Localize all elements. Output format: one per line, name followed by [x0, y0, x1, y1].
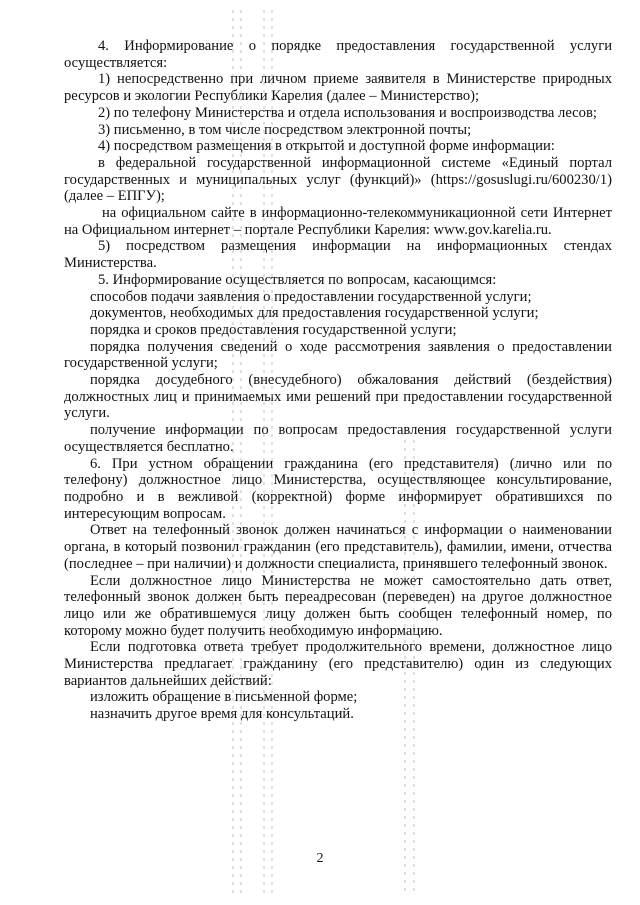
paragraph-option-written: изложить обращение в письменной форме;: [90, 689, 358, 706]
paragraph-item-4-5: 5) посредством размещения информации на информационных стендах Министерства.: [64, 238, 612, 272]
paragraph-item-4-3: 3) письменно, в том числе посредством электронной почты;: [98, 121, 472, 138]
paragraph-official-site: на официальном сайте в информационно-телекоммуникационной сети Интернет на Официальном интернет – портале Республики Карелия: www.gov.karelia.ru.: [64, 205, 612, 238]
paragraph-item-4-1: 1) непосредственно при личном приеме заявителя в Министерстве природных ресурсов и экологии Республики Карелия (далее – Министерство);: [64, 71, 612, 105]
paragraph-item-4: 4. Информирование о порядке предоставления государственной услуги осуществляется:: [64, 38, 612, 71]
paragraph-item-4-2: 2) по телефону Министерства и отдела использования и воспроизводства лесов;: [98, 104, 597, 121]
paragraph-item-5-e: порядка досудебного (внесудебного) обжалования действий (бездействия) должностных лиц и принимаемых ими решений при предоставлении государственной услуги.: [64, 372, 612, 422]
paragraph-item-4-4: 4) посредством размещения в открытой и доступной форме информации:: [98, 138, 555, 155]
paragraph-item-5: 5. Информирование осуществляется по вопросам, касающимся:: [98, 271, 497, 288]
paragraph-long-answer: Если подготовка ответа требует продолжительного времени, должностное лицо Министерства предлагает гражданину (его представителю) один из следующих вариантов дальнейших действий:: [64, 639, 612, 689]
paragraph-redirect: Если должностное лицо Министерства не может самостоятельно дать ответ, телефонный звонок должен быть переадресован (переведен) на другое должностное лицо или же обратившемуся лицу должен быть сообщен телефонный номер, по которому можно будет получить необходимую информацию.: [64, 572, 612, 639]
paragraph-item-5-d: порядка получения сведений о ходе рассмотрения заявления о предоставлении государственной услуги;: [64, 338, 612, 372]
paragraph-item-5-f: получение информации по вопросам предоставления государственной услуги осуществляется бесплатно.: [64, 422, 612, 455]
document-body: [64, 38, 612, 723]
paragraph-option-reschedule: назначить другое время для консультаций.: [90, 706, 354, 723]
paragraph-item-5-b: документов, необходимых для предоставления государственной услуги;: [90, 305, 539, 322]
page-number: 2: [316, 851, 324, 866]
paragraph-item-6: 6. При устном обращении гражданина (его представителя) (лично или по телефону) должностное лицо Министерства, осуществляющее консультирование, подробно и в вежливой (корректной) форме информирует обратившихся по интересующим вопросам.: [64, 455, 612, 522]
paragraph-item-5-a: способов подачи заявления о предоставлении государственной услуги;: [90, 288, 532, 305]
paragraph-item-5-c: порядка и сроков предоставления государственной услуги;: [90, 321, 457, 338]
paragraph-epgu: в федеральной государственной информационной системе «Единый портал государственных и муниципальных услуг (функций)» (https://gosuslugi.ru/600230/1) (далее – ЕПГУ);: [64, 154, 612, 205]
paragraph-phone-answer: Ответ на телефонный звонок должен начинаться с информации о наименовании органа, в который позвонил гражданин (его представитель), фамилии, имени, отчества (последнее – при наличии) и должности специалиста, принявшего телефонный звонок.: [64, 522, 612, 572]
